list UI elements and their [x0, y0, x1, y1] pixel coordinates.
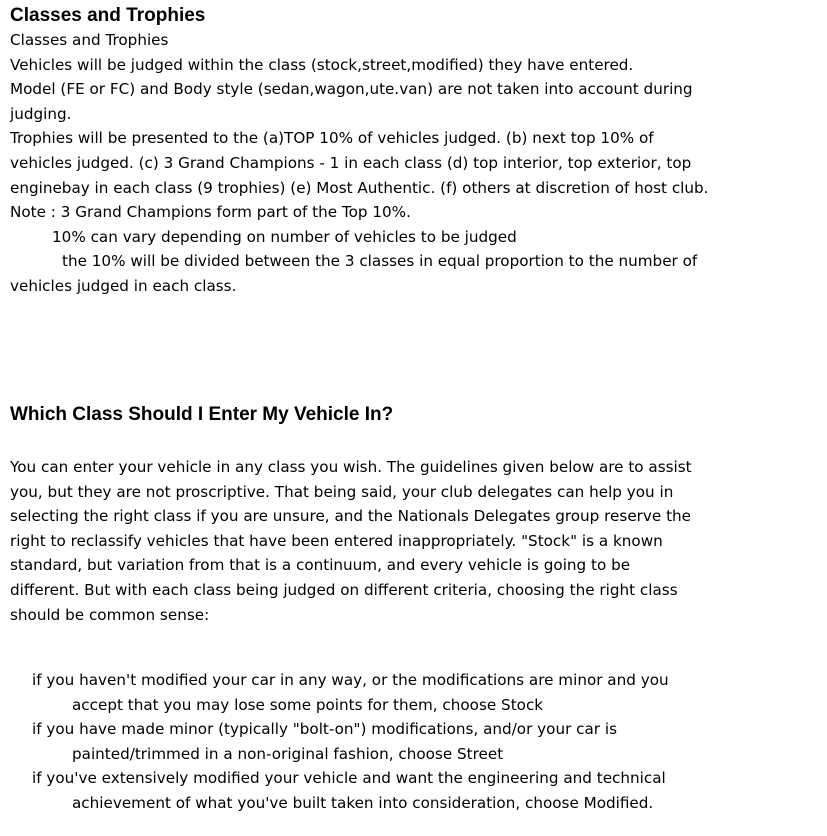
classes-trophies-section — [10, 4, 709, 299]
list-item-continuation: accept that you may lose some points for them, choose Stock — [72, 695, 544, 714]
text-line: should be common sense: — [10, 605, 210, 624]
text-line: Classes and Trophies — [10, 31, 169, 49]
list-item-continuation: painted/trimmed in a non-original fashion, choose Street — [72, 744, 504, 763]
indented-note: 10% can vary depending on number of vehicles to be judged — [52, 227, 517, 246]
section-heading-which-class: Which Class Should I Enter My Vehicle In? — [10, 404, 394, 425]
list-item-line: if you have made minor (typically "bolt-on") modifications, and/or your car is — [32, 720, 618, 739]
text-line: Model (FE or FC) and Body style (sedan,wagon,ute.van) are not taken into account during — [10, 80, 693, 99]
class-guidelines-list — [10, 668, 669, 816]
text-line: Note : 3 Grand Champions form part of the Top 10%. — [10, 203, 411, 222]
text-line: vehicles judged in each class. — [10, 276, 237, 295]
section-heading-classes-trophies: Classes and Trophies — [10, 5, 206, 26]
text-line: enginebay in each class (9 trophies) (e) Most Authentic. (f) others at discretion of host club. — [10, 178, 709, 197]
text-line: different. But with each class being judged on different criteria, choosing the right class — [10, 580, 678, 599]
text-line: judging. — [10, 104, 72, 123]
text-line: Vehicles will be judged within the class (stock,street,modified) they have entered. — [10, 55, 634, 74]
indented-note: the 10% will be divided between the 3 classes in equal proportion to the number of — [62, 252, 698, 271]
text-line: standard, but variation from that is a continuum, and every vehicle is going to be — [10, 556, 631, 575]
text-line: selecting the right class if you are unsure, and the Nationals Delegates group reserve the — [10, 507, 691, 526]
list-item-line: if you haven't modified your car in any way, or the modifications are minor and you — [32, 671, 669, 689]
list-item — [10, 717, 669, 766]
text-line: you, but they are not proscriptive. That being said, your club delegates can help you in — [10, 482, 674, 501]
text-line: You can enter your vehicle in any class you wish. The guidelines given below are to assist — [10, 458, 692, 476]
list-item — [10, 766, 669, 815]
list-item — [10, 668, 669, 717]
which-class-section — [10, 403, 393, 427]
list-item-continuation: achievement of what you've built taken into consideration, choose Modified. — [72, 793, 654, 812]
which-class-paragraph — [10, 455, 692, 627]
text-line: Trophies will be presented to the (a)TOP 10% of vehicles judged. (b) next top 10% of — [10, 129, 654, 148]
list-item-line: if you've extensively modified your vehicle and want the engineering and technical — [32, 769, 666, 788]
text-line: right to reclassify vehicles that have been entered inappropriately. "Stock" is a known — [10, 531, 663, 550]
text-line: vehicles judged. (c) 3 Grand Champions - 1 in each class (d) top interior, top exterior, top — [10, 153, 692, 172]
